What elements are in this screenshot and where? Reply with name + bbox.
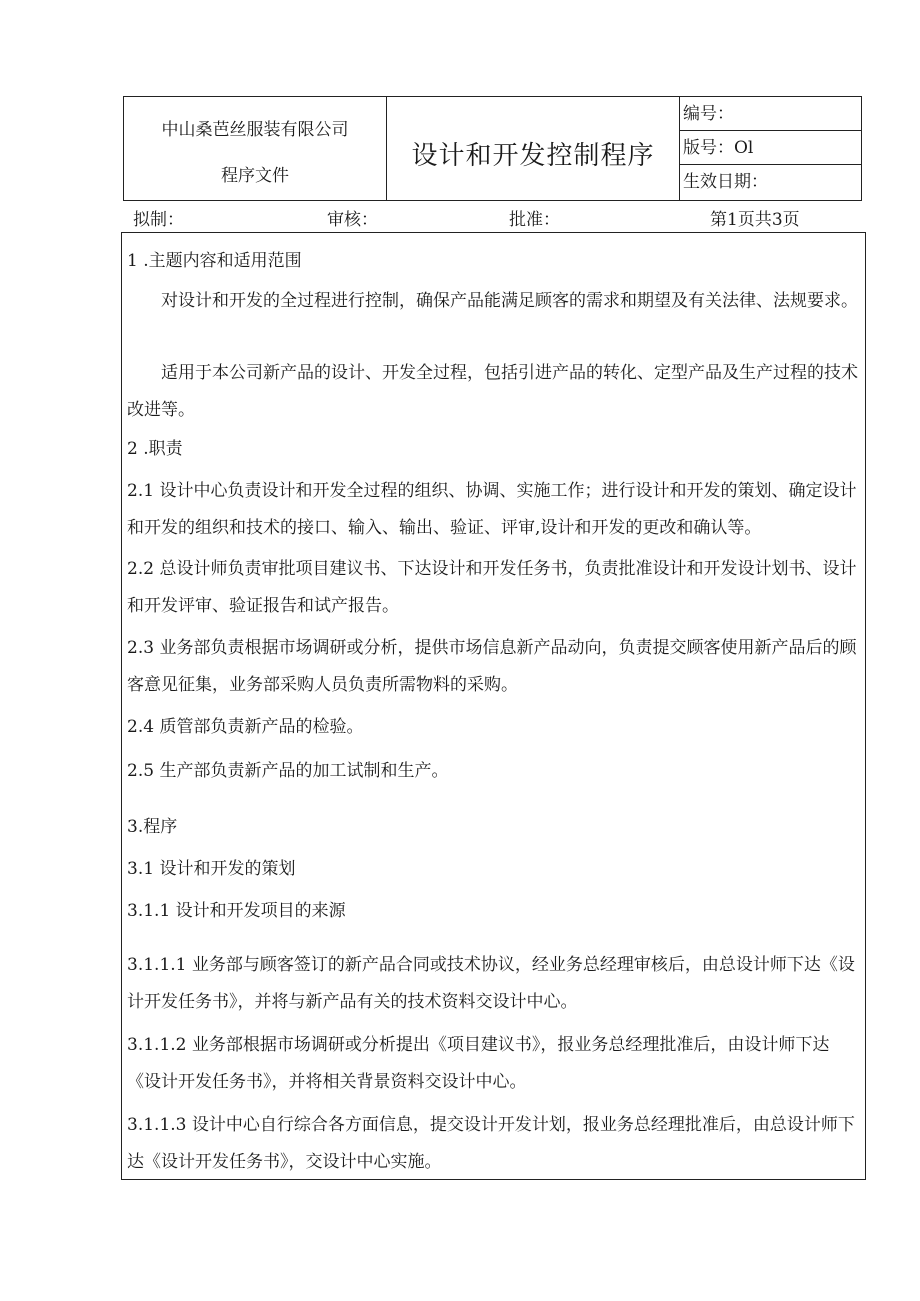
document-body [121, 232, 866, 1180]
section-3-1-1-3: 3.1.1.3 设计中心自行综合各方面信息，提交设计开发计划，报业务总经理批准后，由总设计师下达《设计开发任务书》，交设计中心实施。 [127, 1115, 855, 1172]
document-type: 程序文件 [221, 166, 289, 186]
company-cell [124, 97, 387, 200]
section-2-5: 2.5 生产部负责新产品的加工试制和生产。 [127, 761, 449, 781]
approver-label: 批准： [509, 210, 560, 230]
company-name: 中山桑芭丝服装有限公司 [161, 120, 349, 140]
section-2-2: 2.2 总设计师负责审批项目建议书、下达设计和开发任务书，负责批准设计和开发设计划书、设计和开发评审、验证报告和试产报告。 [127, 559, 857, 616]
section-3-heading: 3.程序 [127, 817, 178, 837]
effective-date-field: 生效日期： [683, 172, 768, 192]
section-2-heading: 2 .职责 [127, 439, 183, 459]
document-number-field: 编号： [680, 97, 861, 131]
title-cell [387, 97, 680, 200]
section-1-paragraph-2: 适用于本公司新产品的设计、开发全过程，包括引进产品的转化、定型产品及生产过程的技术改进等。 [127, 363, 858, 420]
meta-cell [680, 97, 861, 200]
drafter-label: 拟制： [133, 210, 184, 230]
signoff-row [123, 205, 862, 231]
section-1-heading: 1 .主题内容和适用范围 [127, 251, 302, 271]
page-indicator: 第1页共3页 [710, 210, 800, 230]
section-3-1: 3.1 设计和开发的策划 [127, 859, 296, 879]
section-3-1-1: 3.1.1 设计和开发项目的来源 [127, 901, 346, 921]
section-1-paragraph-1: 对设计和开发的全过程进行控制，确保产品能满足顾客的需求和期望及有关法律、法规要求。 [161, 291, 858, 311]
section-2-3: 2.3 业务部负责根据市场调研或分析，提供市场信息新产品动向，负责提交顾客使用新产品后的顾客意见征集，业务部采购人员负责所需物料的采购。 [127, 638, 857, 695]
reviewer-label: 审核： [327, 210, 378, 230]
section-2-1: 2.1 设计中心负责设计和开发全过程的组织、协调、实施工作；进行设计和开发的策划、确定设计和开发的组织和技术的接口、输入、输出、验证、评审,设计和开发的更改和确认等。 [127, 481, 857, 538]
version-field: 版号：Ol [680, 131, 861, 165]
document-title: 设计和开发控制程序 [411, 141, 655, 171]
section-2-4: 2.4 质管部负责新产品的检验。 [127, 717, 364, 737]
section-3-1-1-1: 3.1.1.1 业务部与顾客签订的新产品合同或技术协议，经业务总经理审核后，由总设计师下达《设计开发任务书》，并将与新产品有关的技术资料交设计中心。 [127, 955, 855, 1012]
section-3-1-1-2: 3.1.1.2 业务部根据市场调研或分析提出《项目建议书》，报业务总经理批准后，由设计师下达《设计开发任务书》，并将相关背景资料交设计中心。 [127, 1035, 830, 1092]
document-header-table [123, 96, 862, 201]
